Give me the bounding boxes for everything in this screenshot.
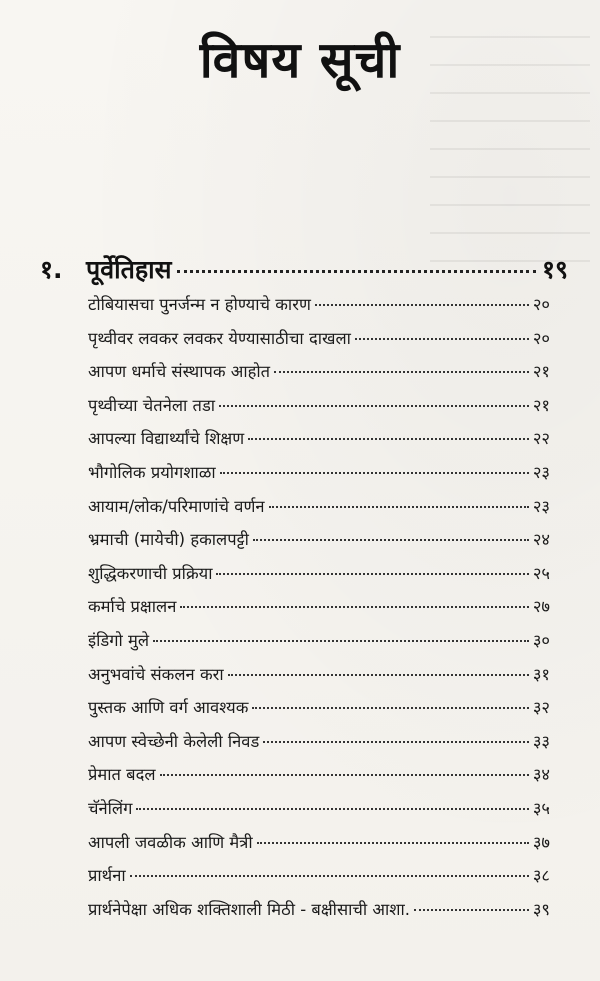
entry-title: भौगोलिक प्रयोगशाळा bbox=[88, 462, 216, 482]
entry-title: इंडिगो मुले bbox=[88, 630, 150, 650]
contents-entry bbox=[88, 326, 550, 360]
dot-leader bbox=[315, 304, 529, 306]
contents-entry bbox=[88, 359, 550, 393]
entry-title: आपली जवळीक आणि मैत्री bbox=[88, 832, 253, 852]
contents-entry bbox=[88, 796, 550, 830]
dot-leader bbox=[160, 774, 529, 776]
entry-page-number: २५ bbox=[532, 563, 550, 583]
dot-leader bbox=[136, 808, 528, 810]
chapter-heading bbox=[40, 252, 568, 286]
chapter-number: १. bbox=[40, 255, 63, 284]
entry-page-number: २० bbox=[532, 328, 550, 348]
contents-entry bbox=[88, 830, 550, 864]
contents-list bbox=[88, 292, 550, 930]
entry-title: पुस्तक आणि वर्ग आवश्यक bbox=[88, 698, 249, 718]
dot-leader bbox=[248, 438, 529, 440]
dot-leader bbox=[228, 674, 529, 676]
contents-entry bbox=[88, 729, 550, 763]
dot-leader bbox=[274, 371, 529, 373]
entry-page-number: २१ bbox=[532, 395, 550, 415]
entry-page-number: २४ bbox=[532, 530, 550, 550]
entry-page-number: ३७ bbox=[532, 832, 550, 852]
entry-title: प्रेमात बदल bbox=[88, 765, 156, 785]
contents-entry bbox=[88, 863, 550, 897]
dot-leader bbox=[355, 338, 529, 340]
chapter-page-number: १९ bbox=[541, 255, 568, 284]
entry-page-number: २१ bbox=[532, 362, 550, 382]
contents-entry bbox=[88, 897, 550, 931]
entry-page-number: २३ bbox=[532, 462, 550, 482]
entry-title: आपण स्वेच्छेनी केलेली निवड bbox=[88, 731, 260, 751]
page-title: विषय सूची bbox=[199, 31, 401, 89]
entry-page-number: ३० bbox=[532, 630, 550, 650]
contents-entry bbox=[88, 762, 550, 796]
dot-leader bbox=[263, 741, 529, 743]
contents-entry bbox=[88, 695, 550, 729]
entry-page-number: २२ bbox=[532, 429, 550, 449]
contents-entry bbox=[88, 393, 550, 427]
entry-title: शुद्धिकरणाची प्रक्रिया bbox=[88, 563, 213, 583]
dot-leader bbox=[252, 707, 528, 709]
entry-page-number: ३८ bbox=[532, 866, 550, 886]
entry-title: आपल्या विद्यार्थ्यांचे शिक्षण bbox=[88, 429, 245, 449]
entry-title: आयाम/लोक/परिमाणांचे वर्णन bbox=[88, 496, 265, 516]
dot-leader bbox=[153, 640, 529, 642]
dot-leader bbox=[253, 539, 529, 541]
entry-page-number: २३ bbox=[532, 496, 550, 516]
dot-leader bbox=[177, 270, 536, 273]
contents-entry bbox=[88, 527, 550, 561]
dot-leader bbox=[414, 909, 529, 911]
entry-page-number: ३३ bbox=[532, 731, 550, 751]
contents-entry bbox=[88, 426, 550, 460]
entry-title: आपण धर्माचे संस्थापक आहोत bbox=[88, 362, 271, 382]
contents-entry bbox=[88, 594, 550, 628]
dot-leader bbox=[257, 842, 529, 844]
entry-title: प्रार्थनेपेक्षा अधिक शक्तिशाली मिठी - बक्षीसाची आशा. bbox=[88, 899, 410, 919]
dot-leader bbox=[220, 472, 529, 474]
contents-entry bbox=[88, 292, 550, 326]
contents-entry bbox=[88, 662, 550, 696]
entry-page-number: ३२ bbox=[532, 698, 550, 718]
entry-title: चॅनेलिंग bbox=[88, 798, 133, 818]
entry-page-number: ३५ bbox=[532, 798, 550, 818]
entry-page-number: ३१ bbox=[532, 664, 550, 684]
dot-leader bbox=[269, 506, 529, 508]
entry-page-number: २७ bbox=[532, 597, 550, 617]
contents-entry bbox=[88, 460, 550, 494]
entry-title: पृथ्वीवर लवकर लवकर येण्यासाठीचा दाखला bbox=[88, 328, 351, 348]
entry-page-number: ३९ bbox=[532, 899, 550, 919]
contents-entry bbox=[88, 628, 550, 662]
entry-title: कर्माचे प्रक्षालन bbox=[88, 597, 177, 617]
dot-leader bbox=[130, 875, 529, 877]
entry-title: टोबियासचा पुनर्जन्म न होण्याचे कारण bbox=[88, 295, 311, 314]
entry-title: प्रार्थना bbox=[88, 866, 126, 886]
entry-page-number: २० bbox=[532, 295, 550, 314]
entry-title: पृथ्वीच्या चेतनेला तडा bbox=[88, 395, 216, 415]
chapter-name: पूर्वेतिहास bbox=[86, 255, 172, 284]
entry-page-number: ३४ bbox=[532, 765, 550, 785]
contents-entry bbox=[88, 494, 550, 528]
contents-entry bbox=[88, 561, 550, 595]
entry-title: अनुभवांचे संकलन करा bbox=[88, 664, 224, 684]
dot-leader bbox=[180, 606, 528, 608]
dot-leader bbox=[216, 573, 528, 575]
entry-title: भ्रमाची (मायेची) हकालपट्टी bbox=[88, 530, 249, 550]
dot-leader bbox=[219, 405, 529, 407]
